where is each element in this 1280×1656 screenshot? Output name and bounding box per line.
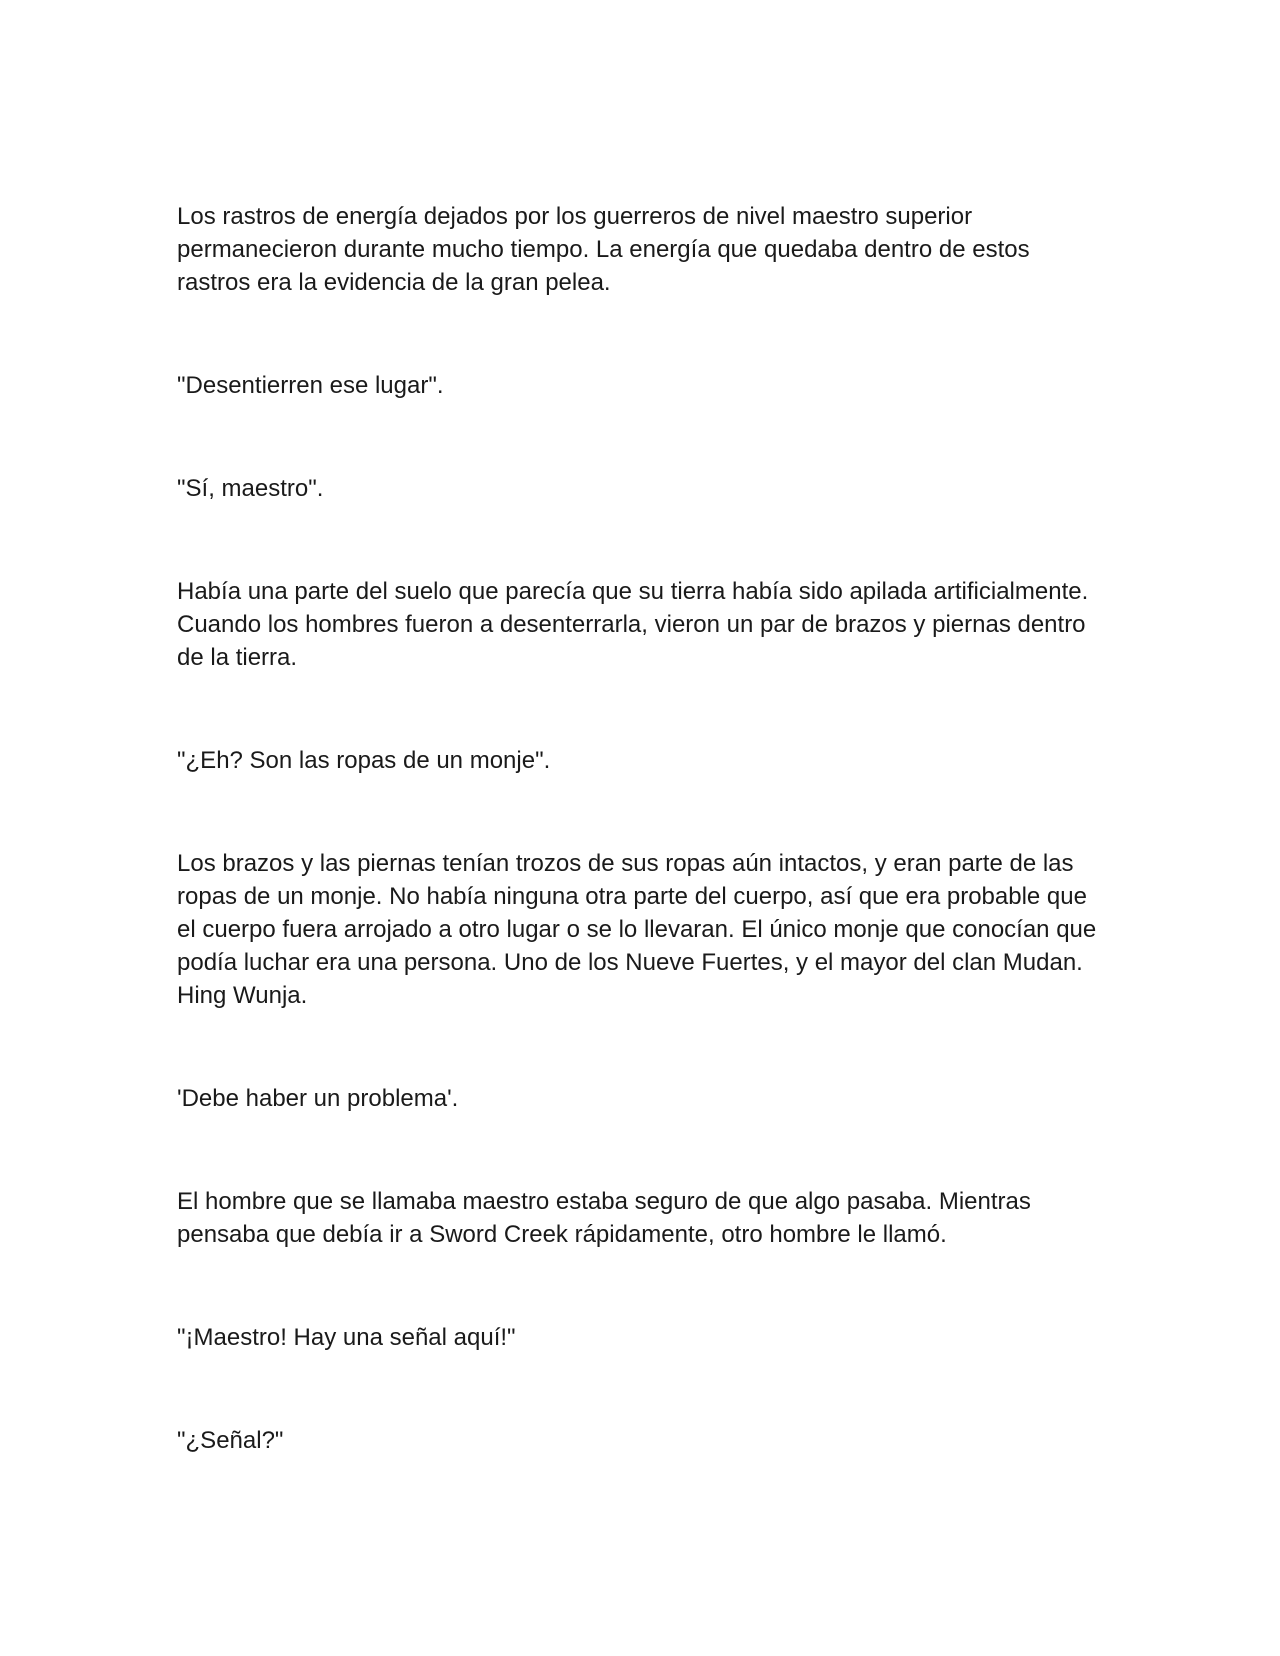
document-body (177, 200, 1097, 1457)
paragraph-6: Los brazos y las piernas tenían trozos de sus ropas aún intactos, y eran parte de las ropas de un monje. No había ninguna otra parte del cuerpo, así que era probable que el cuerpo fuera arrojado a otro lugar o se lo llevaran. El único monje que conocían que podía luchar era una persona. Uno de los Nueve Fuertes, y el mayor del clan Mudan. Hing Wunja. (177, 850, 1097, 1009)
paragraph-9: "¡Maestro! Hay una señal aquí!" (177, 1324, 516, 1351)
paragraph-4: Había una parte del suelo que parecía que su tierra había sido apilada artificialmente. Cuando los hombres fueron a desenterrarla, vieron un par de brazos y piernas dentro de la tierra. (177, 578, 1089, 671)
paragraph-7: 'Debe haber un problema'. (177, 1085, 459, 1112)
paragraph-3: "Sí, maestro". (177, 475, 324, 502)
paragraph-8: El hombre que se llamaba maestro estaba seguro de que algo pasaba. Mientras pensaba que debía ir a Sword Creek rápidamente, otro hombre le llamó. (177, 1188, 1031, 1248)
paragraph-10: "¿Señal?" (177, 1427, 284, 1454)
paragraph-1: Los rastros de energía dejados por los guerreros de nivel maestro superior permanecieron durante mucho tiempo. La energía que quedaba dentro de estos rastros era la evidencia de la gran pelea. (177, 203, 1030, 296)
paragraph-5: "¿Eh? Son las ropas de un monje". (177, 747, 551, 774)
paragraph-2: "Desentierren ese lugar". (177, 372, 444, 399)
